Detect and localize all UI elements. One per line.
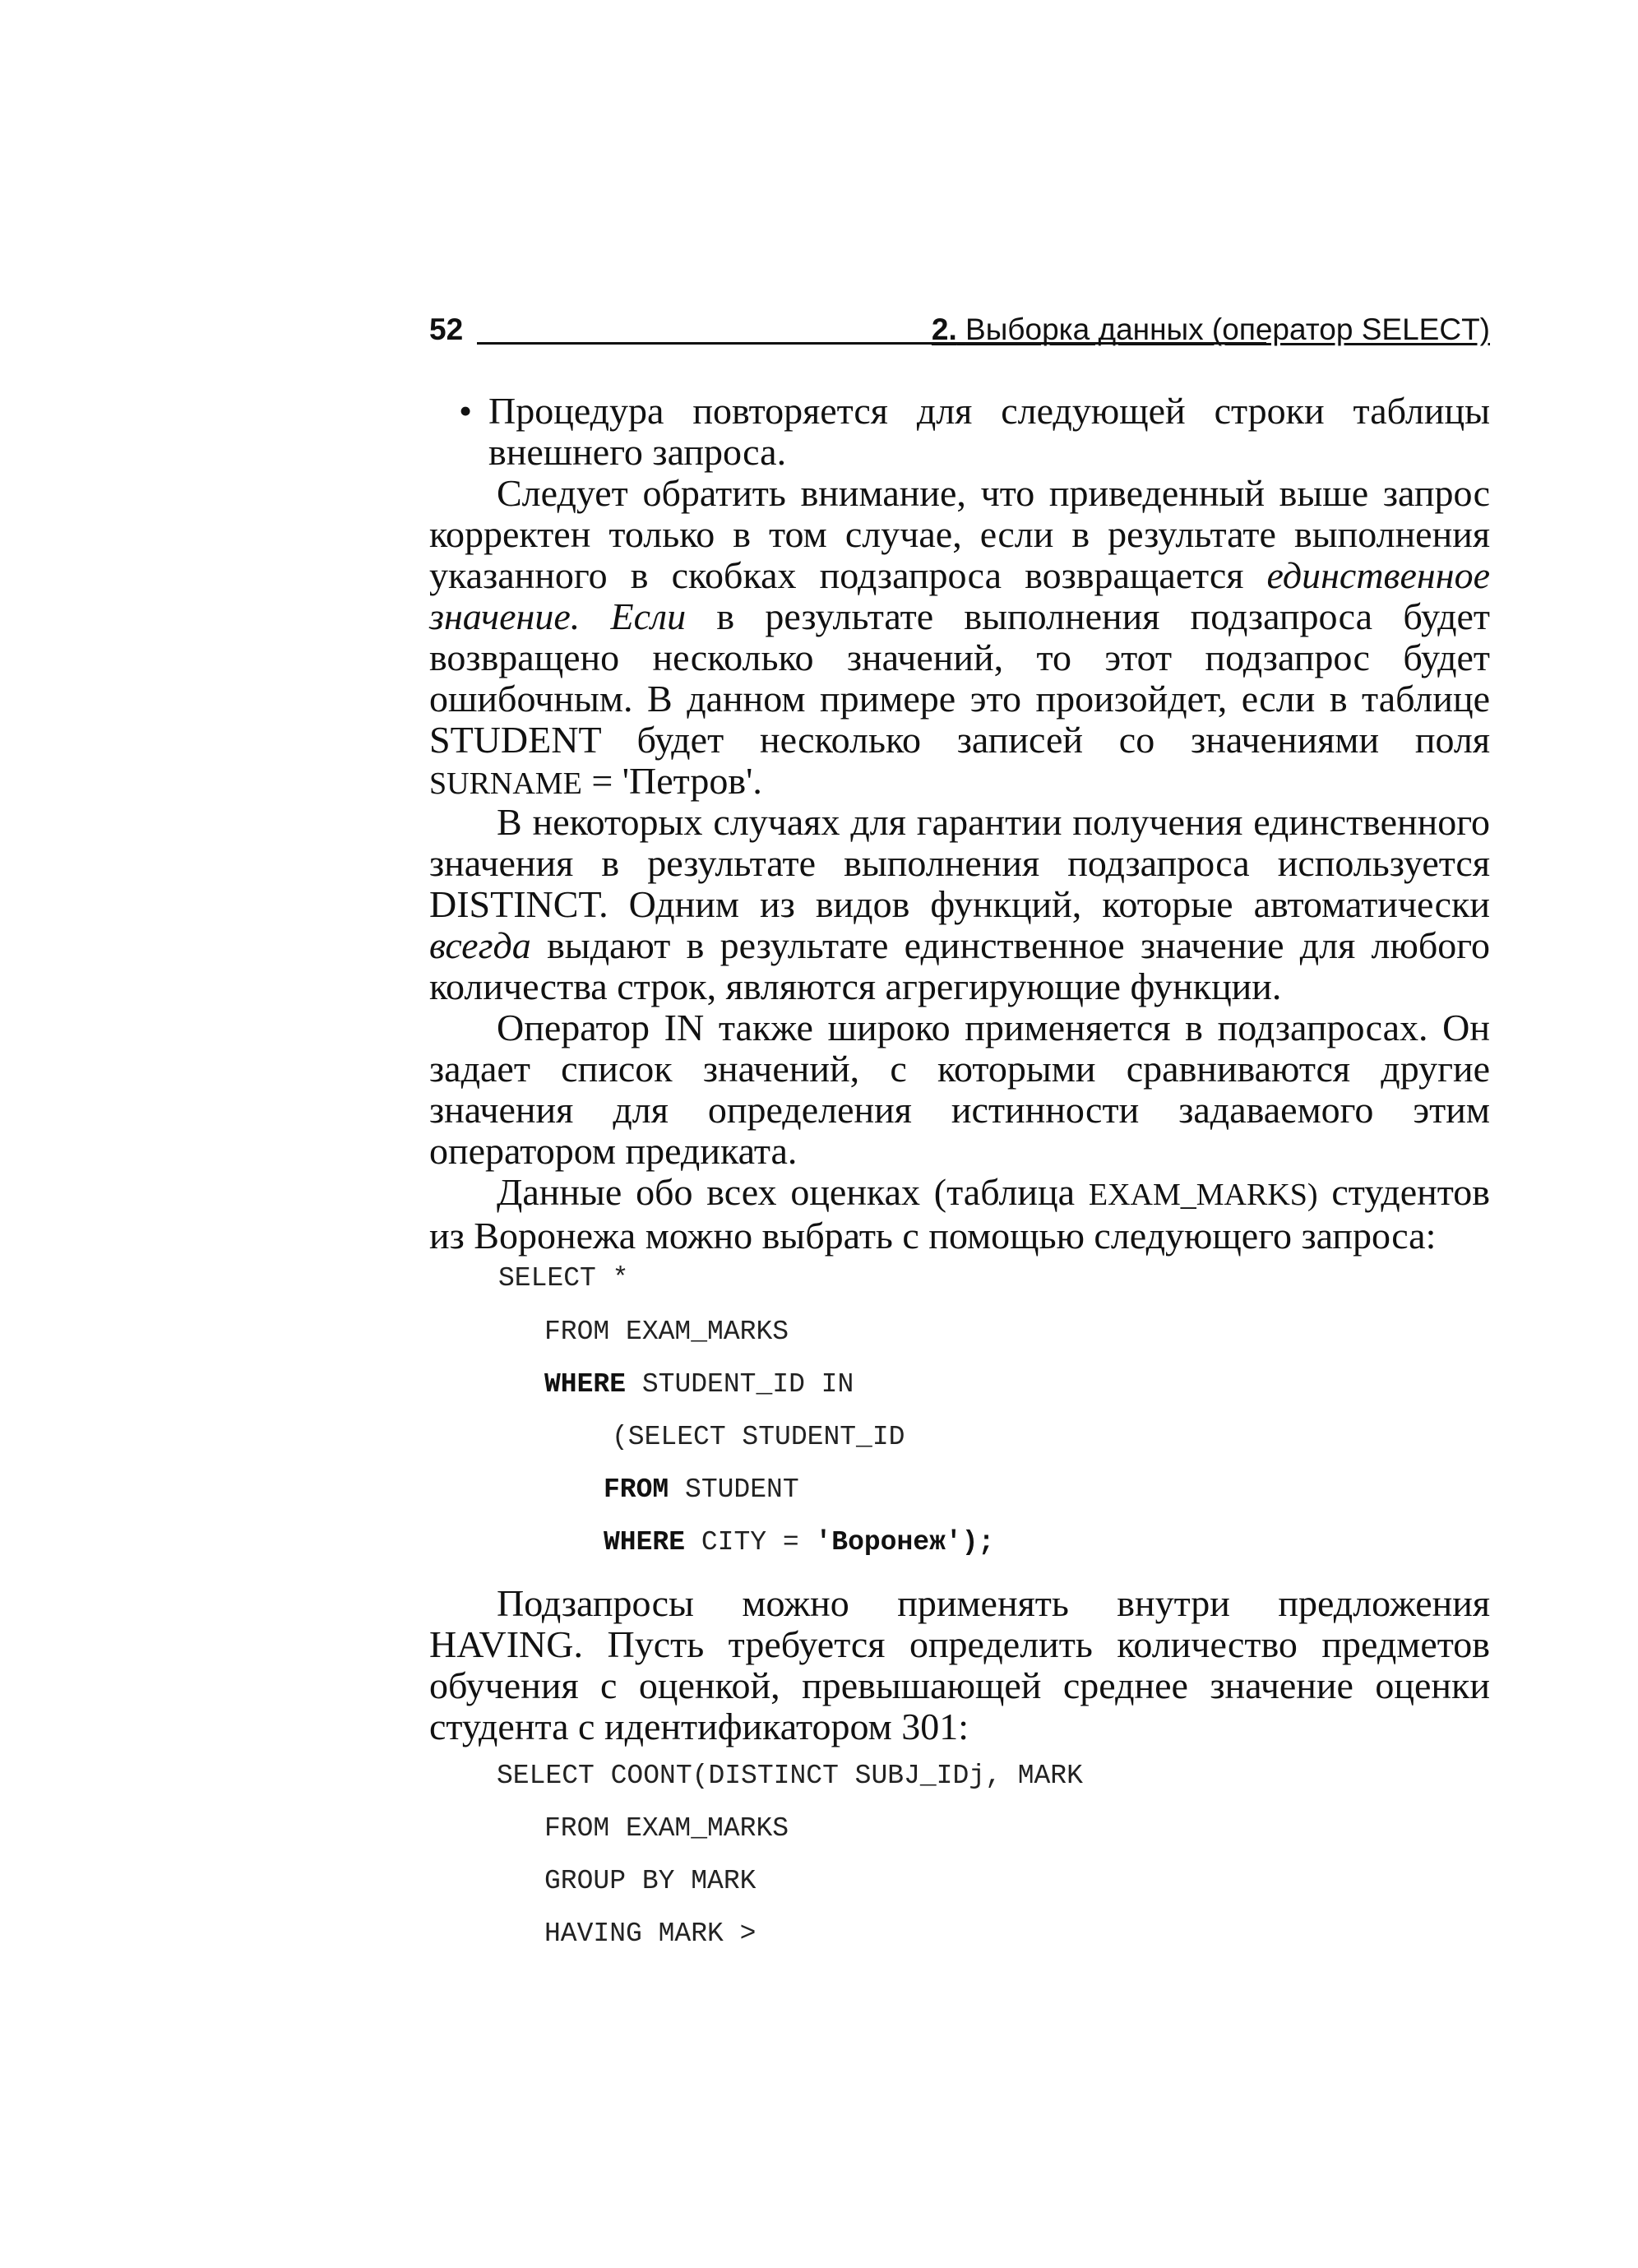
paragraph4-text-a: Данные обо всех оценках (таблица <box>497 1171 1089 1213</box>
code-keyword: FROM <box>604 1474 669 1505</box>
code-string: 'Воронеж'); <box>815 1527 995 1558</box>
paragraph1-field-name: SURNAME <box>429 766 582 801</box>
paragraph2-emphasis: всегда <box>429 924 531 966</box>
code-line <box>544 1368 854 1401</box>
code-line: SELECT COONT(DISTINCT SUBJ_IDj, MARK <box>497 1761 1083 1791</box>
paragraph2-text-b: выдают в результате единственное значение для любого количества строк, являются агрегирующие функции. <box>429 924 1490 1007</box>
code-line <box>604 1526 994 1559</box>
code-line: GROUP BY MARK <box>544 1866 757 1896</box>
paragraph4-text-b: студентов из Воронежа можно выбрать с помощью следующего запроса: <box>429 1171 1491 1257</box>
paragraph2-text-a: В некоторых случаях для гарантии получения единственного значения в результате выполнения подзапроса используется DISTINCT. Одним из видов функций, которые автоматически <box>429 801 1490 925</box>
code-line: (SELECT STUDENT_ID <box>612 1422 905 1452</box>
code-line: HAVING MARK > <box>544 1919 757 1949</box>
paragraph-having: Подзапросы можно применять внутри предложения HAVING. Пусть требуется определить количество предметов обучения с оценкой, превышающей среднее значение оценки студента с идентификатором 301: <box>429 1582 1490 1747</box>
paragraph-single-value <box>429 473 1490 804</box>
bullet-text: Процедура повторяется для следующей строки таблицы внешнего запроса. <box>488 390 1490 473</box>
code-text: STUDENT_ID IN <box>626 1369 854 1400</box>
code-line: SELECT * <box>498 1263 629 1294</box>
paragraph1-text-b: в результате выполнения подзапроса будет возвращено несколько значений, то этот подзапрос будет ошибочным. В данном примере это произойдет, если в таблице STUDENT будет несколько записей со значениями поля <box>429 595 1490 761</box>
code-line <box>604 1474 799 1507</box>
paragraph1-text-c: = 'Петров'. <box>581 760 762 802</box>
code-keyword: WHERE <box>544 1369 627 1400</box>
code-keyword: WHERE <box>604 1527 686 1558</box>
bullet-item <box>460 391 1490 473</box>
running-header <box>429 311 1490 349</box>
code-line: FROM EXAM_MARKS <box>544 1317 789 1347</box>
paragraph4-table-name: EXAM_MARKS) <box>1088 1178 1318 1212</box>
chapter-title-text: Выборка данных (оператор SELECT) <box>965 312 1490 346</box>
code-text: CITY = <box>685 1527 816 1558</box>
paragraph-distinct <box>429 802 1490 1007</box>
bullet-symbol: • <box>459 390 473 432</box>
chapter-number: 2. <box>931 312 957 346</box>
page-number: 52 <box>429 312 464 346</box>
paragraph1-emphasis-a: единственное значение. <box>429 554 1490 637</box>
code-line: FROM EXAM_MARKS <box>544 1813 789 1844</box>
chapter-title <box>932 311 1490 349</box>
paragraph-exam-marks <box>429 1172 1490 1257</box>
paragraph1-text-a: Следует обратить внимание, что приведенный выше запрос корректен только в том случае, если в результате выполнения указанного в скобках подзапроса возвращается <box>429 472 1490 596</box>
paragraph1-emphasis-b: Если <box>610 595 687 637</box>
code-text: STUDENT <box>669 1474 799 1505</box>
paragraph-in-operator: Оператор IN также широко применяется в подзапросах. Он задает список значений, с которыми сравниваются другие значения для определения истинности задаваемого этим оператором предиката. <box>429 1007 1490 1172</box>
